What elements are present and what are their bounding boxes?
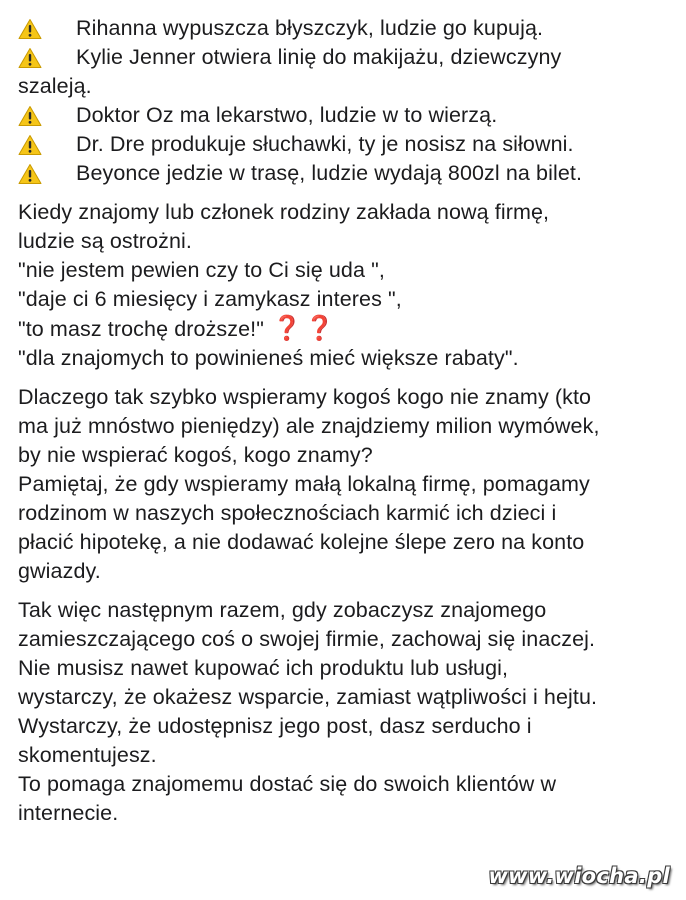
warning-icon — [18, 47, 42, 69]
text-line: zamieszczającego coś o swojej firmie, zachowaj się inaczej. — [18, 627, 596, 651]
warning-icon — [18, 105, 42, 127]
warning-text: Dr. Dre produkuje słuchawki, ty je nosisz na siłowni. — [76, 132, 574, 156]
warning-item — [18, 159, 668, 188]
paragraph-call-to-action — [18, 596, 668, 828]
text-line: Wystarczy, że udostępnisz jego post, dasz serducho i — [18, 714, 532, 738]
warning-text: Doktor Oz ma lekarstwo, ludzie w to wierzą. — [76, 103, 498, 127]
warning-text: Rihanna wypuszcza błyszczyk, ludzie go kupują. — [76, 16, 544, 40]
warning-text: Kylie Jenner otwiera linię do makijażu, dziewczyny — [76, 45, 562, 69]
paragraph-reactions — [18, 198, 668, 373]
warning-item — [18, 130, 668, 159]
text-line: wystarczy, że okażesz wsparcie, zamiast wątpliwości i hejtu. — [18, 685, 598, 709]
text-line: ludzie są ostrożni. — [18, 229, 192, 253]
text-line-with-emphasis — [18, 314, 668, 344]
warning-icon — [18, 134, 42, 156]
site-watermark: www.wiocha.pl — [488, 864, 670, 888]
text-line: skomentujesz. — [18, 743, 157, 767]
text-line: Kiedy znajomy lub członek rodziny zakłada nową firmę, — [18, 200, 550, 224]
text-line: "daje ci 6 miesięcy i zamykasz interes ", — [18, 287, 402, 311]
text-line: ma już mnóstwo pieniędzy) ale znajdziemy milion wymówek, — [18, 414, 600, 438]
warning-text: Beyonce jedzie w trasę, ludzie wydają 800zl na bilet. — [76, 161, 583, 185]
warning-icon — [18, 18, 42, 40]
warning-item — [18, 43, 668, 72]
quote-text: "to masz trochę droższe!" — [18, 317, 264, 341]
text-line: gwiazdy. — [18, 559, 101, 583]
warning-item — [18, 101, 668, 130]
text-line: by nie wspierać kogoś, kogo znamy? — [18, 443, 373, 467]
text-line: Nie musisz nawet kupować ich produktu lub usługi, — [18, 656, 509, 680]
text-line: To pomaga znajomemu dostać się do swoich klientów w — [18, 772, 557, 796]
text-line: "nie jestem pewien czy to Ci się uda ", — [18, 258, 385, 282]
warning-text-continuation: szaleją. — [18, 74, 92, 98]
text-line: "dla znajomych to powinieneś mieć większe rabaty". — [18, 346, 519, 370]
paragraph-why — [18, 383, 668, 586]
text-line: Pamiętaj, że gdy wspieramy małą lokalną firmę, pomagamy — [18, 472, 590, 496]
text-line: płacić hipotekę, a nie dodawać kolejne ślepe zero na konto — [18, 530, 585, 554]
text-line: internecie. — [18, 801, 119, 825]
warning-list — [18, 14, 668, 188]
warning-icon — [18, 163, 42, 185]
text-line: rodzinom w naszych społecznościach karmić ich dzieci i — [18, 501, 557, 525]
text-line: Dlaczego tak szybko wspieramy kogoś kogo nie znamy (kto — [18, 385, 592, 409]
text-line: Tak więc następnym razem, gdy zobaczysz znajomego — [18, 598, 547, 622]
question-marks-icon: ❓❓ — [272, 315, 338, 342]
warning-item — [18, 14, 668, 43]
